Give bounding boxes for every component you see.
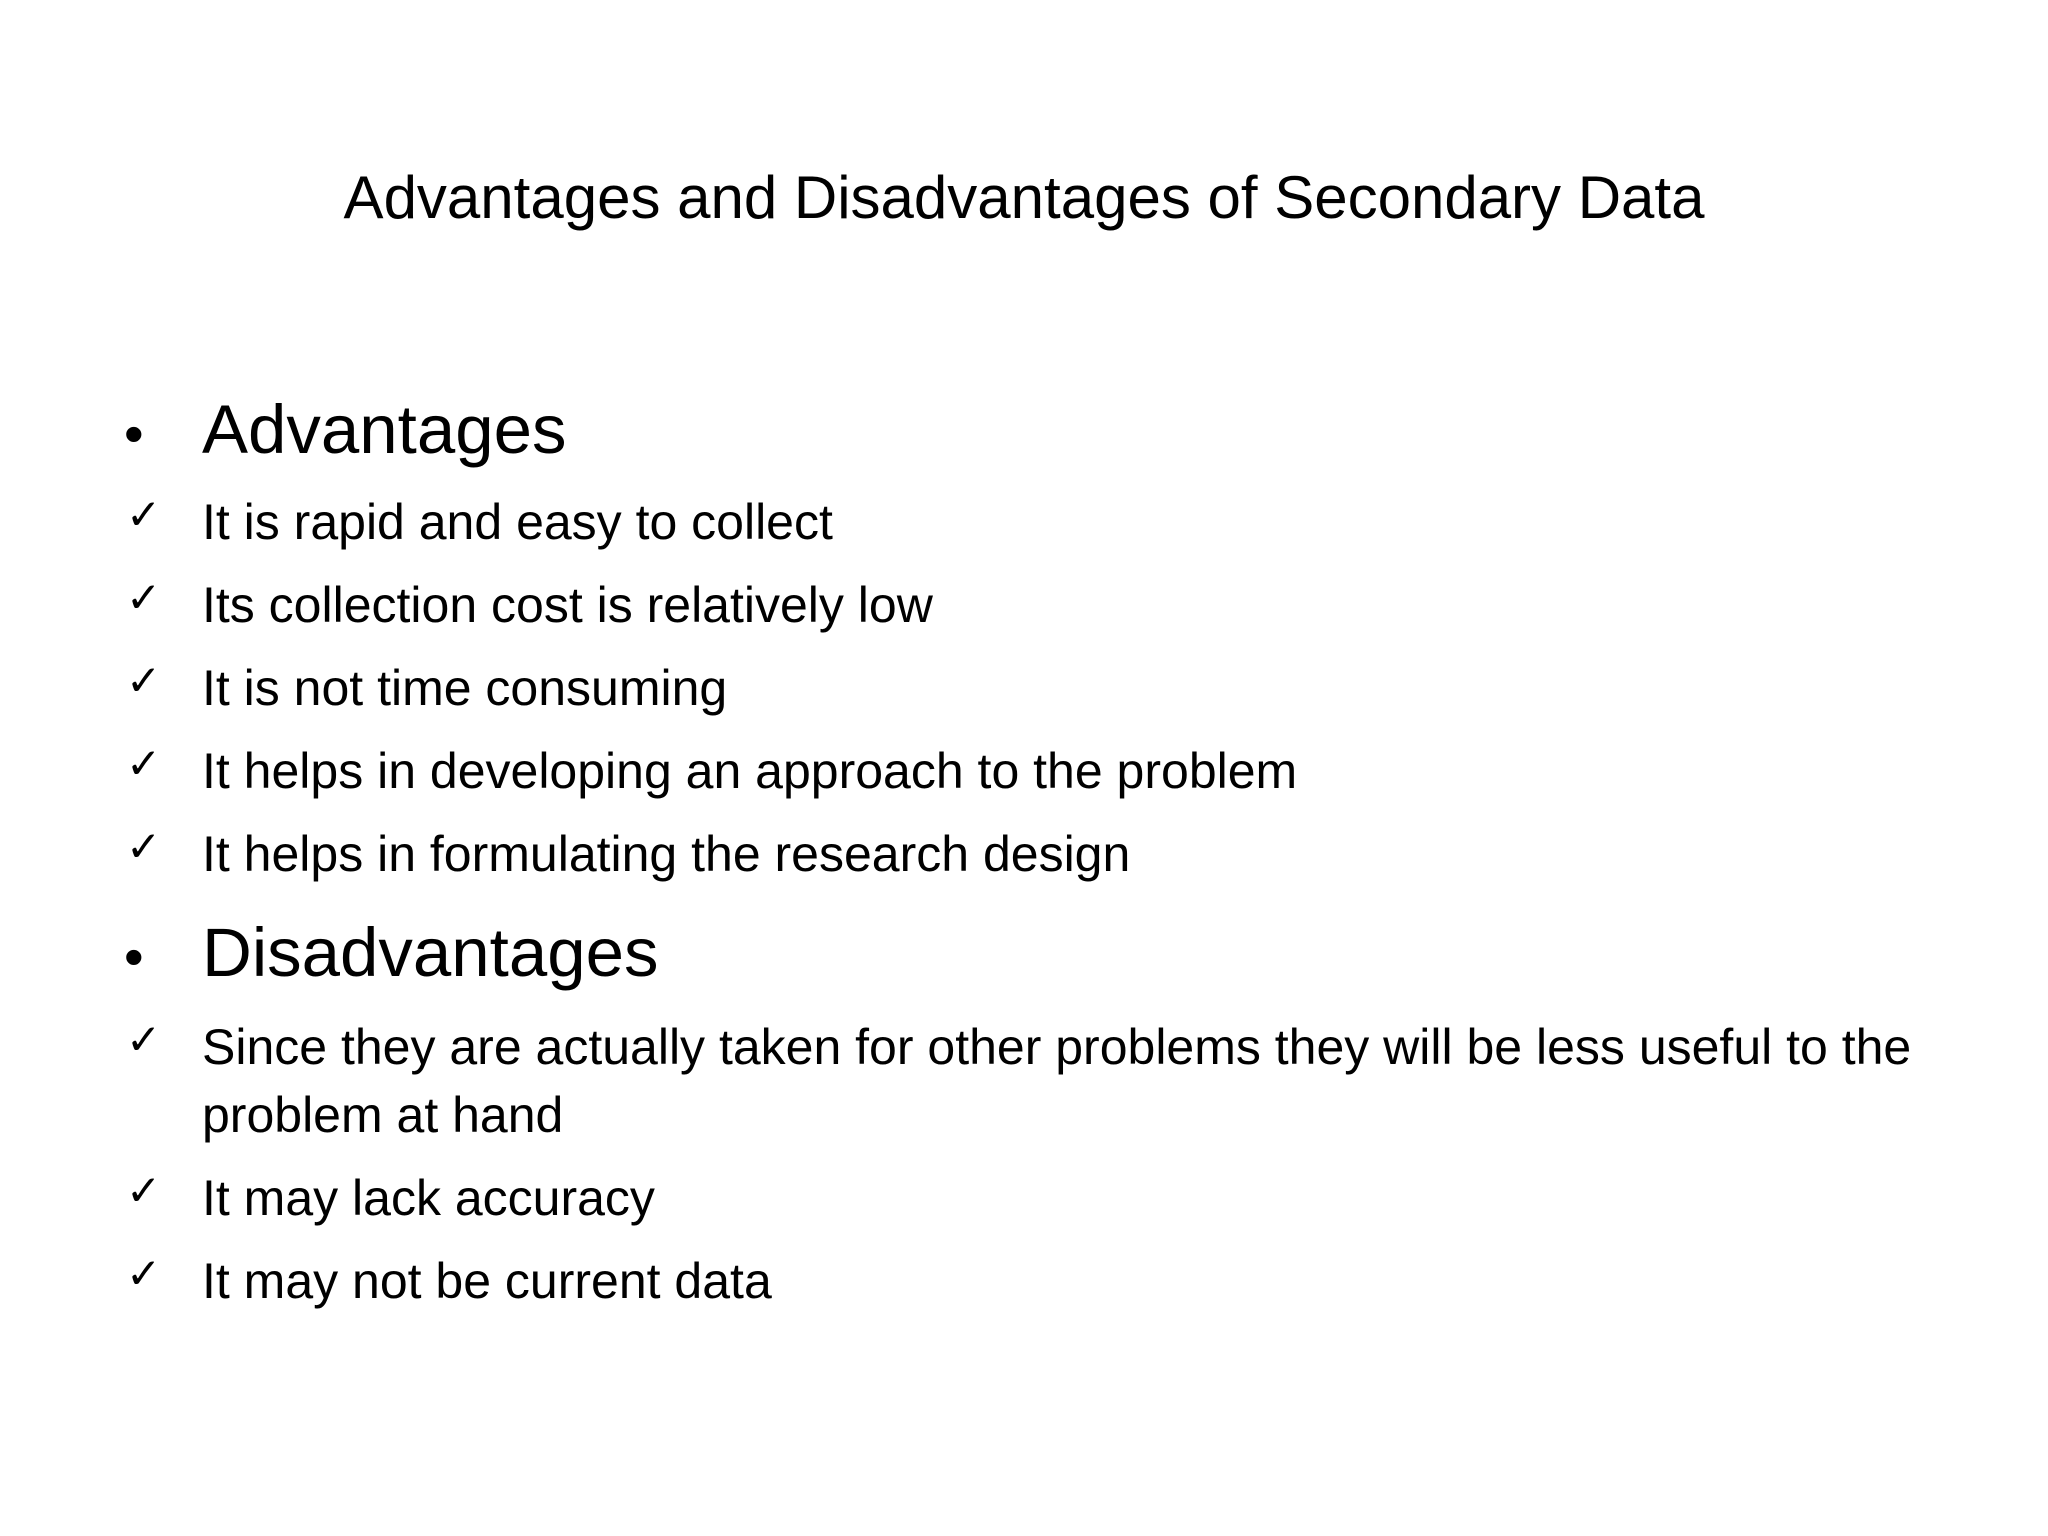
advantages-heading-row bbox=[118, 380, 1948, 484]
advantages-heading: Advantages bbox=[202, 391, 567, 468]
list-item bbox=[118, 1013, 1948, 1149]
list-item-text: It helps in formulating the research design bbox=[202, 826, 1131, 882]
list-item-text: Since they are actually taken for other problems they will be less useful to the problem at hand bbox=[202, 1019, 1912, 1143]
list-item bbox=[118, 571, 1948, 639]
list-item-text: It is not time consuming bbox=[202, 660, 728, 716]
checkmark-icon: ✓ bbox=[126, 739, 162, 788]
list-item bbox=[118, 1164, 1948, 1232]
checkmark-icon: ✓ bbox=[126, 490, 162, 539]
list-item-text: It may not be current data bbox=[202, 1253, 772, 1309]
bullet-dot-icon: • bbox=[124, 925, 144, 988]
bullet-dot-icon: • bbox=[124, 402, 144, 465]
list-item bbox=[118, 737, 1948, 805]
list-item-text: Its collection cost is relatively low bbox=[202, 577, 933, 633]
disadvantages-heading-row bbox=[118, 903, 1948, 1007]
slide-content bbox=[118, 380, 1948, 1330]
checkmark-icon: ✓ bbox=[126, 822, 162, 871]
list-item bbox=[118, 1247, 1948, 1315]
list-item bbox=[118, 820, 1948, 888]
list-item-text: It is rapid and easy to collect bbox=[202, 494, 833, 550]
list-item bbox=[118, 488, 1948, 556]
disadvantages-heading: Disadvantages bbox=[202, 914, 659, 991]
list-item bbox=[118, 654, 1948, 722]
checkmark-icon: ✓ bbox=[126, 656, 162, 705]
slide-title: Advantages and Disadvantages of Secondary Data bbox=[343, 164, 1705, 231]
list-item-text: It helps in developing an approach to the problem bbox=[202, 743, 1298, 799]
checkmark-icon: ✓ bbox=[126, 573, 162, 622]
checkmark-icon: ✓ bbox=[126, 1166, 162, 1215]
checkmark-icon: ✓ bbox=[126, 1015, 162, 1064]
checkmark-icon: ✓ bbox=[126, 1249, 162, 1298]
list-item-text: It may lack accuracy bbox=[202, 1170, 655, 1226]
